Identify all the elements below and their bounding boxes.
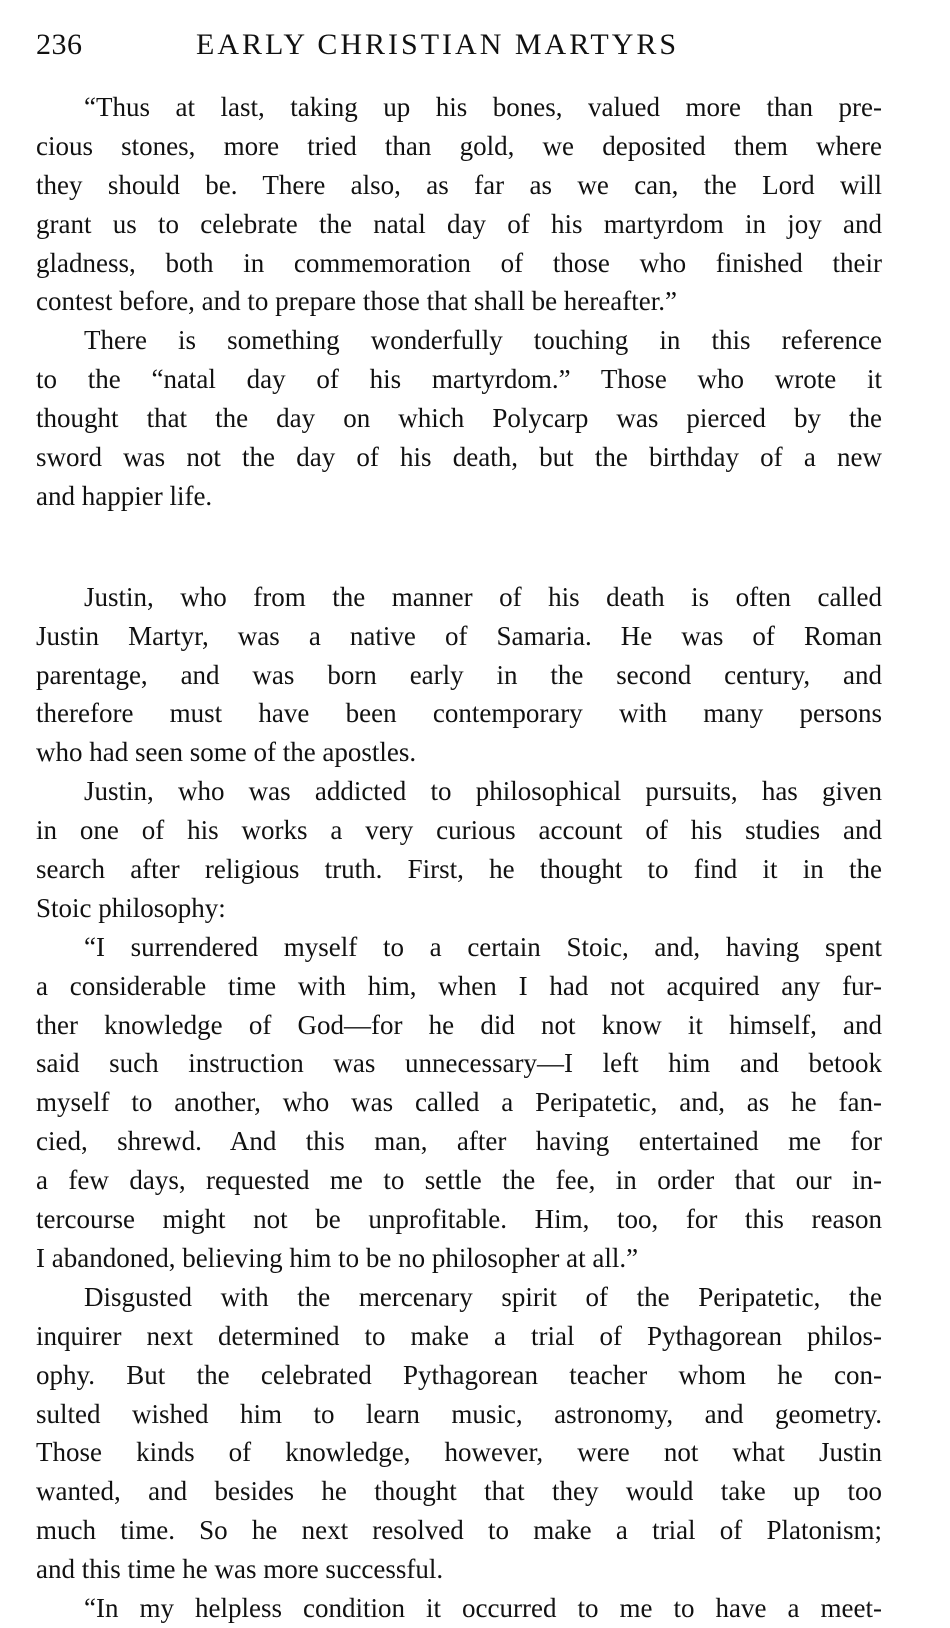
paragraph-justin-intro: [36, 578, 882, 772]
text-line: gladness, both in commemoration of those who finished their: [36, 247, 882, 278]
paragraph-philosophy: [36, 772, 882, 928]
text-line: “In my helpless condition it occurred to me to have a meet-: [84, 1592, 882, 1623]
text-line: There is something wonderfully touching in this reference: [84, 325, 882, 356]
section-break: [36, 516, 882, 578]
text-line: cied, shrewd. And this man, after having entertained me for: [36, 1126, 882, 1157]
body-text: [36, 88, 882, 1628]
paragraph-quote-stoic: [36, 928, 882, 1278]
paragraph-natal-day: [36, 321, 882, 515]
running-head: [36, 28, 882, 76]
text-line: thought that the day on which Polycarp was pierced by the: [36, 403, 882, 434]
text-line: tercourse might not be unprofitable. Him, too, for this reason: [36, 1204, 882, 1235]
text-line: said such instruction was unnecessary—I left him and betook: [36, 1048, 882, 1079]
text-line: sulted wished him to learn music, astronomy, and geometry.: [36, 1398, 882, 1429]
text-line: Justin Martyr, was a native of Samaria. He was of Roman: [36, 620, 882, 651]
text-line: ophy. But the celebrated Pythagorean teacher whom he con-: [36, 1359, 882, 1390]
text-line: ther knowledge of God—for he did not know it himself, and: [36, 1009, 882, 1040]
page-number: 236: [36, 28, 83, 61]
text-line: myself to another, who was called a Peripatetic, and, as he fan-: [36, 1087, 882, 1118]
text-line: Disgusted with the mercenary spirit of the Peripatetic, the: [84, 1281, 882, 1312]
text-line: much time. So he next resolved to make a trial of Platonism;: [36, 1515, 882, 1546]
text-line: I abandoned, believing him to be no philosopher at all.”: [36, 1242, 639, 1273]
text-line: Justin, who from the manner of his death is often called: [84, 581, 882, 612]
text-line: Stoic philosophy:: [36, 892, 226, 923]
text-line: a few days, requested me to settle the fee, in order that our in-: [36, 1165, 882, 1196]
text-line: in one of his works a very curious account of his studies and: [36, 815, 882, 846]
text-line: and this time he was more successful.: [36, 1554, 444, 1585]
text-line: “I surrendered myself to a certain Stoic, and, having spent: [84, 931, 882, 962]
text-line: grant us to celebrate the natal day of his martyrdom in joy and: [36, 208, 882, 239]
text-line: wanted, and besides he thought that they would take up too: [36, 1476, 882, 1507]
paragraph-pythagorean: [36, 1278, 882, 1589]
text-line: a considerable time with him, when I had not acquired any fur-: [36, 970, 882, 1001]
text-line: parentage, and was born early in the second century, and: [36, 659, 882, 690]
paragraph-quote-helpless: [36, 1589, 882, 1628]
text-line: they should be. There also, as far as we can, the Lord will: [36, 169, 882, 200]
text-line: Justin, who was addicted to philosophical pursuits, has given: [84, 776, 882, 807]
text-line: Those kinds of knowledge, however, were not what Justin: [36, 1437, 882, 1468]
text-line: sword was not the day of his death, but the birthday of a new: [36, 442, 882, 473]
text-line: who had seen some of the apostles.: [36, 737, 417, 768]
text-line: cious stones, more tried than gold, we deposited them where: [36, 130, 882, 161]
text-line: therefore must have been contemporary with many persons: [36, 698, 882, 729]
text-line: inquirer next determined to make a trial of Pythagorean philos-: [36, 1320, 882, 1351]
page-header-title: EARLY CHRISTIAN MARTYRS: [196, 28, 680, 61]
text-line: “Thus at last, taking up his bones, valued more than pre-: [84, 92, 882, 122]
text-line: and happier life.: [36, 480, 213, 511]
text-line: search after religious truth. First, he thought to find it in the: [36, 854, 882, 885]
paragraph-quote-bones: [36, 88, 882, 321]
text-line: to the “natal day of his martyrdom.” Those who wrote it: [36, 364, 882, 395]
text-line: contest before, and to prepare those that shall be hereafter.”: [36, 286, 677, 317]
